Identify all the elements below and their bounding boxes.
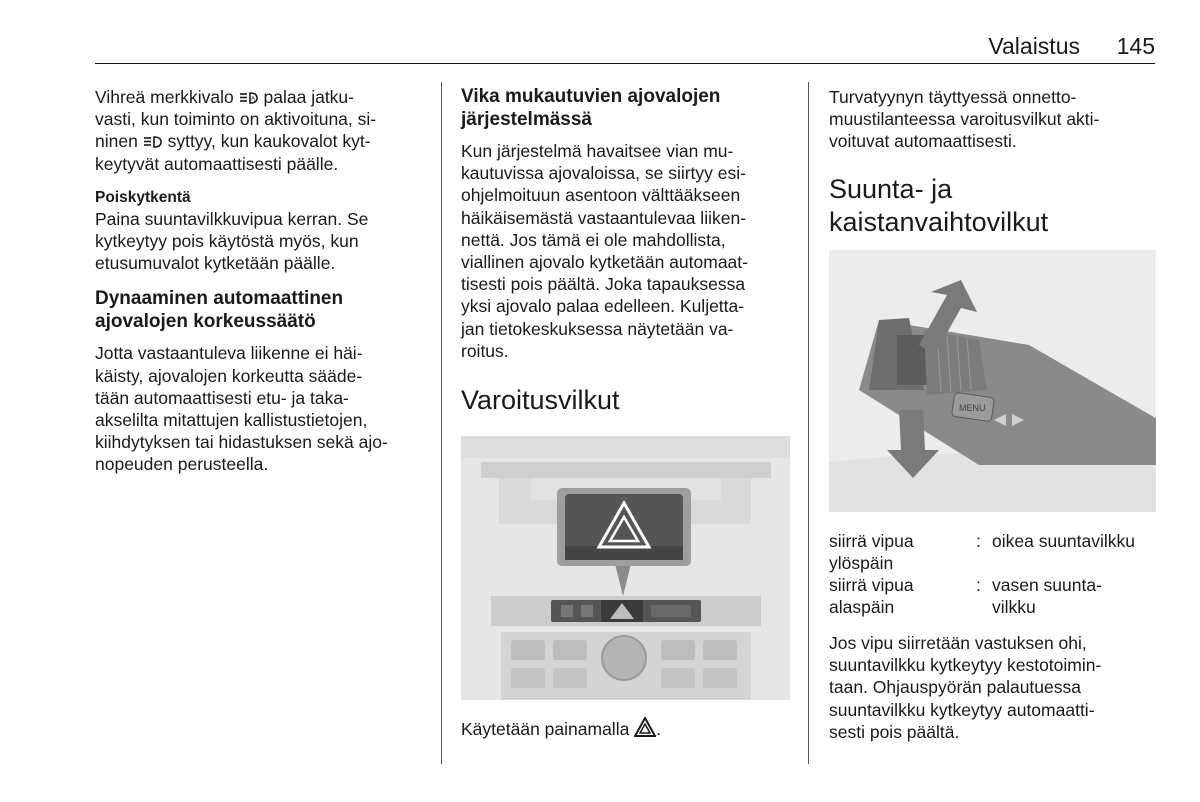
definition-row-up: siirrä vipua ylöspäin — [829, 531, 914, 574]
fault-text: Kun järjestelmä havaitsee vian mu- — [461, 141, 734, 161]
dashboard-drawing — [461, 436, 790, 700]
hazard-caption: Käytetään painamalla . — [461, 719, 662, 739]
intro-line-3: ninen syttyy, kun kaukovalot kyt- — [95, 131, 371, 152]
header-rule — [95, 63, 1155, 64]
fault-text: viallinen ajovalo kytketään automaat- — [461, 252, 748, 273]
poiskytkenta-text: kytkeytyy pois käytöstä myös, kun — [95, 231, 359, 252]
running-header-title: Valaistus — [988, 33, 1080, 59]
hazard-lights-heading: Varoitusvilkut — [461, 385, 620, 416]
intro-line-4: keytyvät automaattisesti päälle. — [95, 153, 339, 174]
intro-line-1: Vihreä merkkivalo A palaa jatku- — [95, 87, 354, 107]
poiskytkenta-text: Paina suuntavilkkuvipua kerran. Se — [95, 208, 369, 229]
hazard-warning-icon — [634, 717, 656, 737]
intro-line-2: vasti, kun toiminto on aktivoituna, si- — [95, 109, 377, 130]
column-1 — [95, 86, 425, 476]
column-3 — [829, 86, 1159, 239]
column-2 — [461, 85, 796, 417]
airbag-text: Turvatyynyn täyttyessä onnetto- — [829, 87, 1077, 107]
airbag-text: muustilanteessa varoitusvilkut akti- — [829, 109, 1100, 130]
hazard-switch-illustration — [461, 436, 790, 700]
fault-text: kautuvissa ajovaloissa, se siirtyy esi- — [461, 163, 746, 184]
fault-heading: järjestelmässä — [461, 109, 592, 130]
svg-text:A: A — [250, 96, 255, 103]
fault-text: tisesti pois päältä. Joka tapauksessa — [461, 274, 746, 295]
turn-signal-lever-illustration — [829, 250, 1156, 512]
dynamic-leveling-heading: ajovalojen korkeussäätö — [95, 311, 316, 333]
column-divider-1 — [441, 82, 442, 764]
page-number: 145 — [1116, 33, 1155, 59]
auto-high-beam-indicator-icon — [239, 91, 259, 105]
dynamic-leveling-text: Jotta vastaantuleva liikenne ei häi- — [95, 343, 363, 364]
definition-value-up: oikea suuntavilkku — [992, 531, 1135, 551]
fault-text: roitus. — [461, 340, 509, 361]
poiskytkenta-text: etusumuvalot kytketään päälle. — [95, 253, 336, 274]
poiskytkenta-heading: Poiskytkentä — [95, 188, 191, 206]
fault-text: nettä. Jos tämä ei ole mahdollista, — [461, 229, 726, 250]
dynamic-leveling-text: käisty, ajovalojen korkeutta sääde- — [95, 365, 363, 386]
turn-signal-heading: kaistanvaihtovilkut — [829, 206, 1049, 237]
dynamic-leveling-heading: Dynaaminen automaattinen — [95, 288, 344, 310]
column-divider-2 — [808, 82, 809, 764]
lever-drawing — [829, 250, 1156, 512]
fault-text: häikäisemästä vastaantulevaa liiken- — [461, 207, 747, 228]
menu-button-label: MENU — [959, 403, 986, 413]
fault-text: yksi ajovalo palaa edelleen. Kuljetta- — [461, 296, 745, 317]
turn-signal-heading: Suunta- ja — [829, 173, 953, 204]
dynamic-leveling-text: nopeuden perusteella. — [95, 454, 269, 475]
definition-row-down: siirrä vipua alaspäin — [829, 575, 914, 618]
airbag-text: voituvat automaattisesti. — [829, 131, 1017, 152]
dynamic-leveling-text: kiihdytyksen tai hidastuksen sekä ajo- — [95, 432, 388, 453]
fault-heading: Vika mukautuvien ajovalojen — [461, 86, 721, 107]
high-beam-indicator-icon — [143, 135, 163, 149]
definition-value-down: vasen suunta- vilkku — [992, 575, 1102, 618]
dynamic-leveling-text: akselilta mitattujen kallistustietojen, — [95, 410, 368, 431]
fault-text: ohjelmoituun asentoon välttääkseen — [461, 185, 741, 206]
turn-signal-text: Jos vipu siirretään vastuksen ohi, suuntavilkku kytkeytyy kestotoimin- taan. Ohjauspyörän palautuessa suuntavilkku kytkeytyy automaatti- sesti pois päältä. — [829, 633, 1102, 742]
definition-colon: : — [976, 531, 981, 551]
dynamic-leveling-text: tään automaattisesti etu- ja taka- — [95, 387, 349, 408]
definition-colon: : — [976, 575, 981, 595]
fault-text: jan tietokeskuksessa näytetään va- — [461, 318, 734, 339]
